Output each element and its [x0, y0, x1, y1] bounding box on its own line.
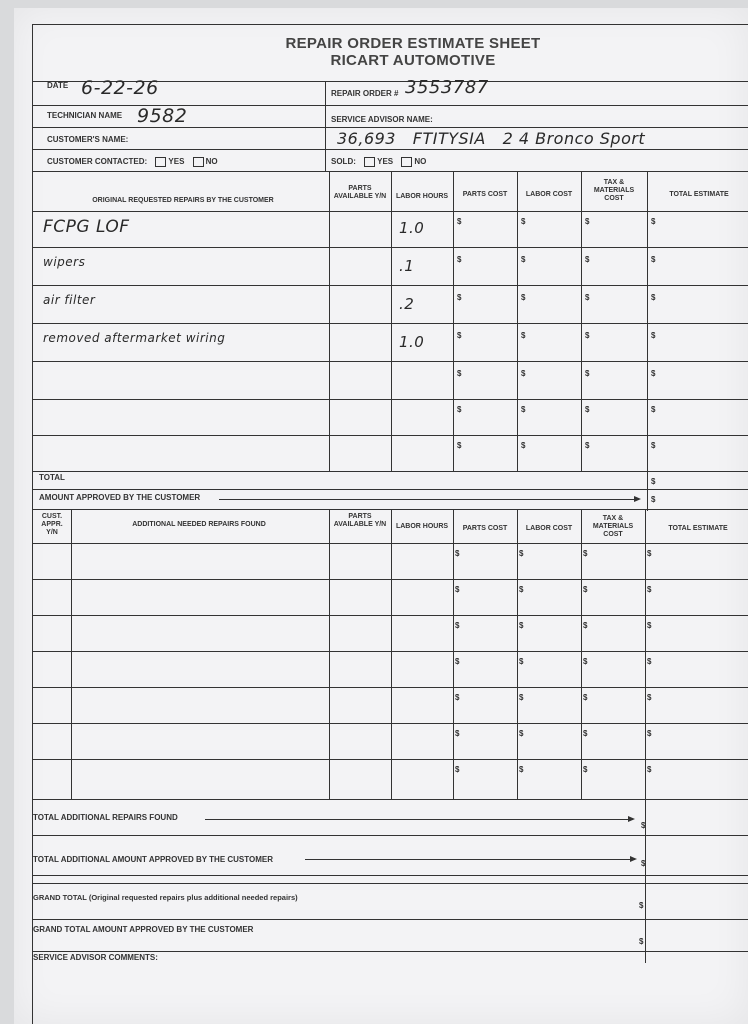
- section1-total-label: TOTAL: [39, 473, 65, 482]
- section1-total-dollar: $: [651, 477, 656, 486]
- date-value[interactable]: 6-22-26: [81, 77, 159, 99]
- customer-name-label: CUSTOMER'S NAME:: [47, 135, 129, 144]
- total-additional-approved-dollar: $: [641, 859, 646, 868]
- labor-cost-dollar: $: [519, 765, 524, 774]
- labor-cost-dollar: $: [521, 405, 526, 414]
- col-original-repairs: ORIGINAL REQUESTED REPAIRS BY THE CUSTOMER: [92, 197, 274, 204]
- col-cust-appr: CUST. APPR. Y/N: [41, 513, 63, 536]
- total-dollar: $: [647, 693, 652, 702]
- tax-dollar: $: [583, 657, 588, 666]
- parts-cost-dollar: $: [457, 441, 462, 450]
- parts-cost-dollar: $: [455, 621, 460, 630]
- original-repair-text[interactable]: air filter: [43, 293, 96, 307]
- labor-cost-dollar: $: [521, 255, 526, 264]
- total-dollar: $: [651, 441, 656, 450]
- tax-dollar: $: [585, 255, 590, 264]
- service-advisor-label: SERVICE ADVISOR NAME:: [331, 115, 433, 124]
- parts-cost-dollar: $: [455, 585, 460, 594]
- date-label: DATE: [47, 81, 69, 90]
- labor-cost-dollar: $: [521, 441, 526, 450]
- tax-dollar: $: [583, 549, 588, 558]
- tax-dollar: $: [583, 621, 588, 630]
- col-labor-hours: LABOR HOURS: [395, 193, 449, 200]
- total-additional-found-dollar: $: [641, 821, 646, 830]
- tax-dollar: $: [583, 585, 588, 594]
- total-dollar: $: [647, 549, 652, 558]
- repair-order-value[interactable]: 3553787: [405, 77, 489, 98]
- tax-dollar: $: [585, 441, 590, 450]
- grand-total-dollar: $: [639, 901, 644, 910]
- col2-labor-cost: LABOR COST: [525, 525, 573, 532]
- col2-parts-available: PARTS AVAILABLE Y/N: [333, 513, 387, 528]
- repair-order-label: REPAIR ORDER #: [331, 89, 399, 98]
- original-repair-text[interactable]: removed aftermarket wiring: [43, 331, 226, 345]
- estimate-form: [32, 24, 748, 1024]
- parts-cost-dollar: $: [455, 657, 460, 666]
- title-line1: REPAIR ORDER ESTIMATE SHEET: [285, 35, 541, 52]
- tax-dollar: $: [583, 729, 588, 738]
- amount-approved-label: AMOUNT APPROVED BY THE CUSTOMER: [39, 493, 201, 502]
- parts-cost-dollar: $: [455, 549, 460, 558]
- labor-hours-value[interactable]: .1: [399, 257, 415, 275]
- col2-parts-cost: PARTS COST: [462, 525, 508, 532]
- parts-cost-dollar: $: [457, 293, 462, 302]
- parts-cost-dollar: $: [457, 255, 462, 264]
- original-repair-text[interactable]: FCPG LOF: [43, 217, 130, 237]
- labor-cost-dollar: $: [521, 293, 526, 302]
- total-dollar: $: [651, 293, 656, 302]
- parts-cost-dollar: $: [457, 405, 462, 414]
- labor-cost-dollar: $: [521, 217, 526, 226]
- labor-cost-dollar: $: [519, 549, 524, 558]
- total-dollar: $: [651, 405, 656, 414]
- total-dollar: $: [647, 621, 652, 630]
- labor-cost-dollar: $: [519, 729, 524, 738]
- labor-hours-value[interactable]: 1.0: [399, 333, 425, 351]
- col-tax-materials: TAX & MATERIALS COST: [593, 179, 635, 202]
- tax-dollar: $: [585, 369, 590, 378]
- labor-hours-value[interactable]: .2: [399, 295, 415, 313]
- tax-dollar: $: [585, 217, 590, 226]
- labor-cost-dollar: $: [519, 693, 524, 702]
- customer-contacted: CUSTOMER CONTACTED: YES NO: [47, 157, 218, 167]
- total-dollar: $: [651, 217, 656, 226]
- total-additional-approved-label: TOTAL ADDITIONAL AMOUNT APPROVED BY THE CUSTOMER: [33, 855, 274, 864]
- labor-cost-dollar: $: [521, 331, 526, 340]
- labor-hours-value[interactable]: 1.0: [399, 219, 425, 237]
- tax-dollar: $: [583, 765, 588, 774]
- contacted-no-checkbox[interactable]: [193, 157, 204, 167]
- grand-total-approved-dollar: $: [639, 937, 644, 946]
- title-line2: RICART AUTOMOTIVE: [330, 52, 496, 69]
- labor-cost-dollar: $: [519, 585, 524, 594]
- tax-dollar: $: [585, 331, 590, 340]
- total-dollar: $: [651, 255, 656, 264]
- vehicle-value[interactable]: 36,693 FTITYSIA 2 4 Bronco Sport: [337, 129, 646, 148]
- tax-dollar: $: [583, 693, 588, 702]
- total-dollar: $: [647, 765, 652, 774]
- tax-dollar: $: [585, 405, 590, 414]
- labor-cost-dollar: $: [519, 657, 524, 666]
- col-labor-cost: LABOR COST: [525, 191, 573, 198]
- col2-labor-hours: LABOR HOURS: [395, 523, 449, 530]
- sold-no-checkbox[interactable]: [401, 157, 412, 167]
- contacted-yes-checkbox[interactable]: [155, 157, 166, 167]
- total-dollar: $: [651, 331, 656, 340]
- total-dollar: $: [647, 729, 652, 738]
- technician-label: TECHNICIAN NAME: [47, 111, 123, 120]
- col2-tax-materials: TAX & MATERIALS COST: [592, 515, 634, 538]
- amount-approved-dollar: $: [651, 495, 656, 504]
- sold-field: SOLD: YES NO: [331, 157, 427, 167]
- total-dollar: $: [651, 369, 656, 378]
- parts-cost-dollar: $: [455, 765, 460, 774]
- sold-yes-checkbox[interactable]: [364, 157, 375, 167]
- grand-total-approved-label: GRAND TOTAL AMOUNT APPROVED BY THE CUSTOMER: [33, 925, 254, 934]
- labor-cost-dollar: $: [519, 621, 524, 630]
- service-advisor-comments-label: SERVICE ADVISOR COMMENTS:: [33, 953, 158, 962]
- original-repair-text[interactable]: wipers: [43, 255, 86, 269]
- total-dollar: $: [647, 657, 652, 666]
- parts-cost-dollar: $: [455, 729, 460, 738]
- labor-cost-dollar: $: [521, 369, 526, 378]
- parts-cost-dollar: $: [457, 217, 462, 226]
- technician-value[interactable]: 9582: [137, 105, 188, 127]
- col-additional-repairs: ADDITIONAL NEEDED REPAIRS FOUND: [132, 521, 266, 528]
- col2-total-estimate: TOTAL ESTIMATE: [668, 525, 728, 532]
- col-parts-available: PARTS AVAILABLE Y/N: [333, 185, 387, 200]
- col-parts-cost: PARTS COST: [462, 191, 508, 198]
- total-dollar: $: [647, 585, 652, 594]
- parts-cost-dollar: $: [457, 369, 462, 378]
- grand-total-label: GRAND TOTAL (Original requested repairs plus additional needed repairs): [33, 893, 298, 902]
- form-title: [263, 35, 563, 69]
- tax-dollar: $: [585, 293, 590, 302]
- parts-cost-dollar: $: [457, 331, 462, 340]
- parts-cost-dollar: $: [455, 693, 460, 702]
- total-additional-found-label: TOTAL ADDITIONAL REPAIRS FOUND: [33, 813, 178, 822]
- col-total-estimate: TOTAL ESTIMATE: [669, 191, 729, 198]
